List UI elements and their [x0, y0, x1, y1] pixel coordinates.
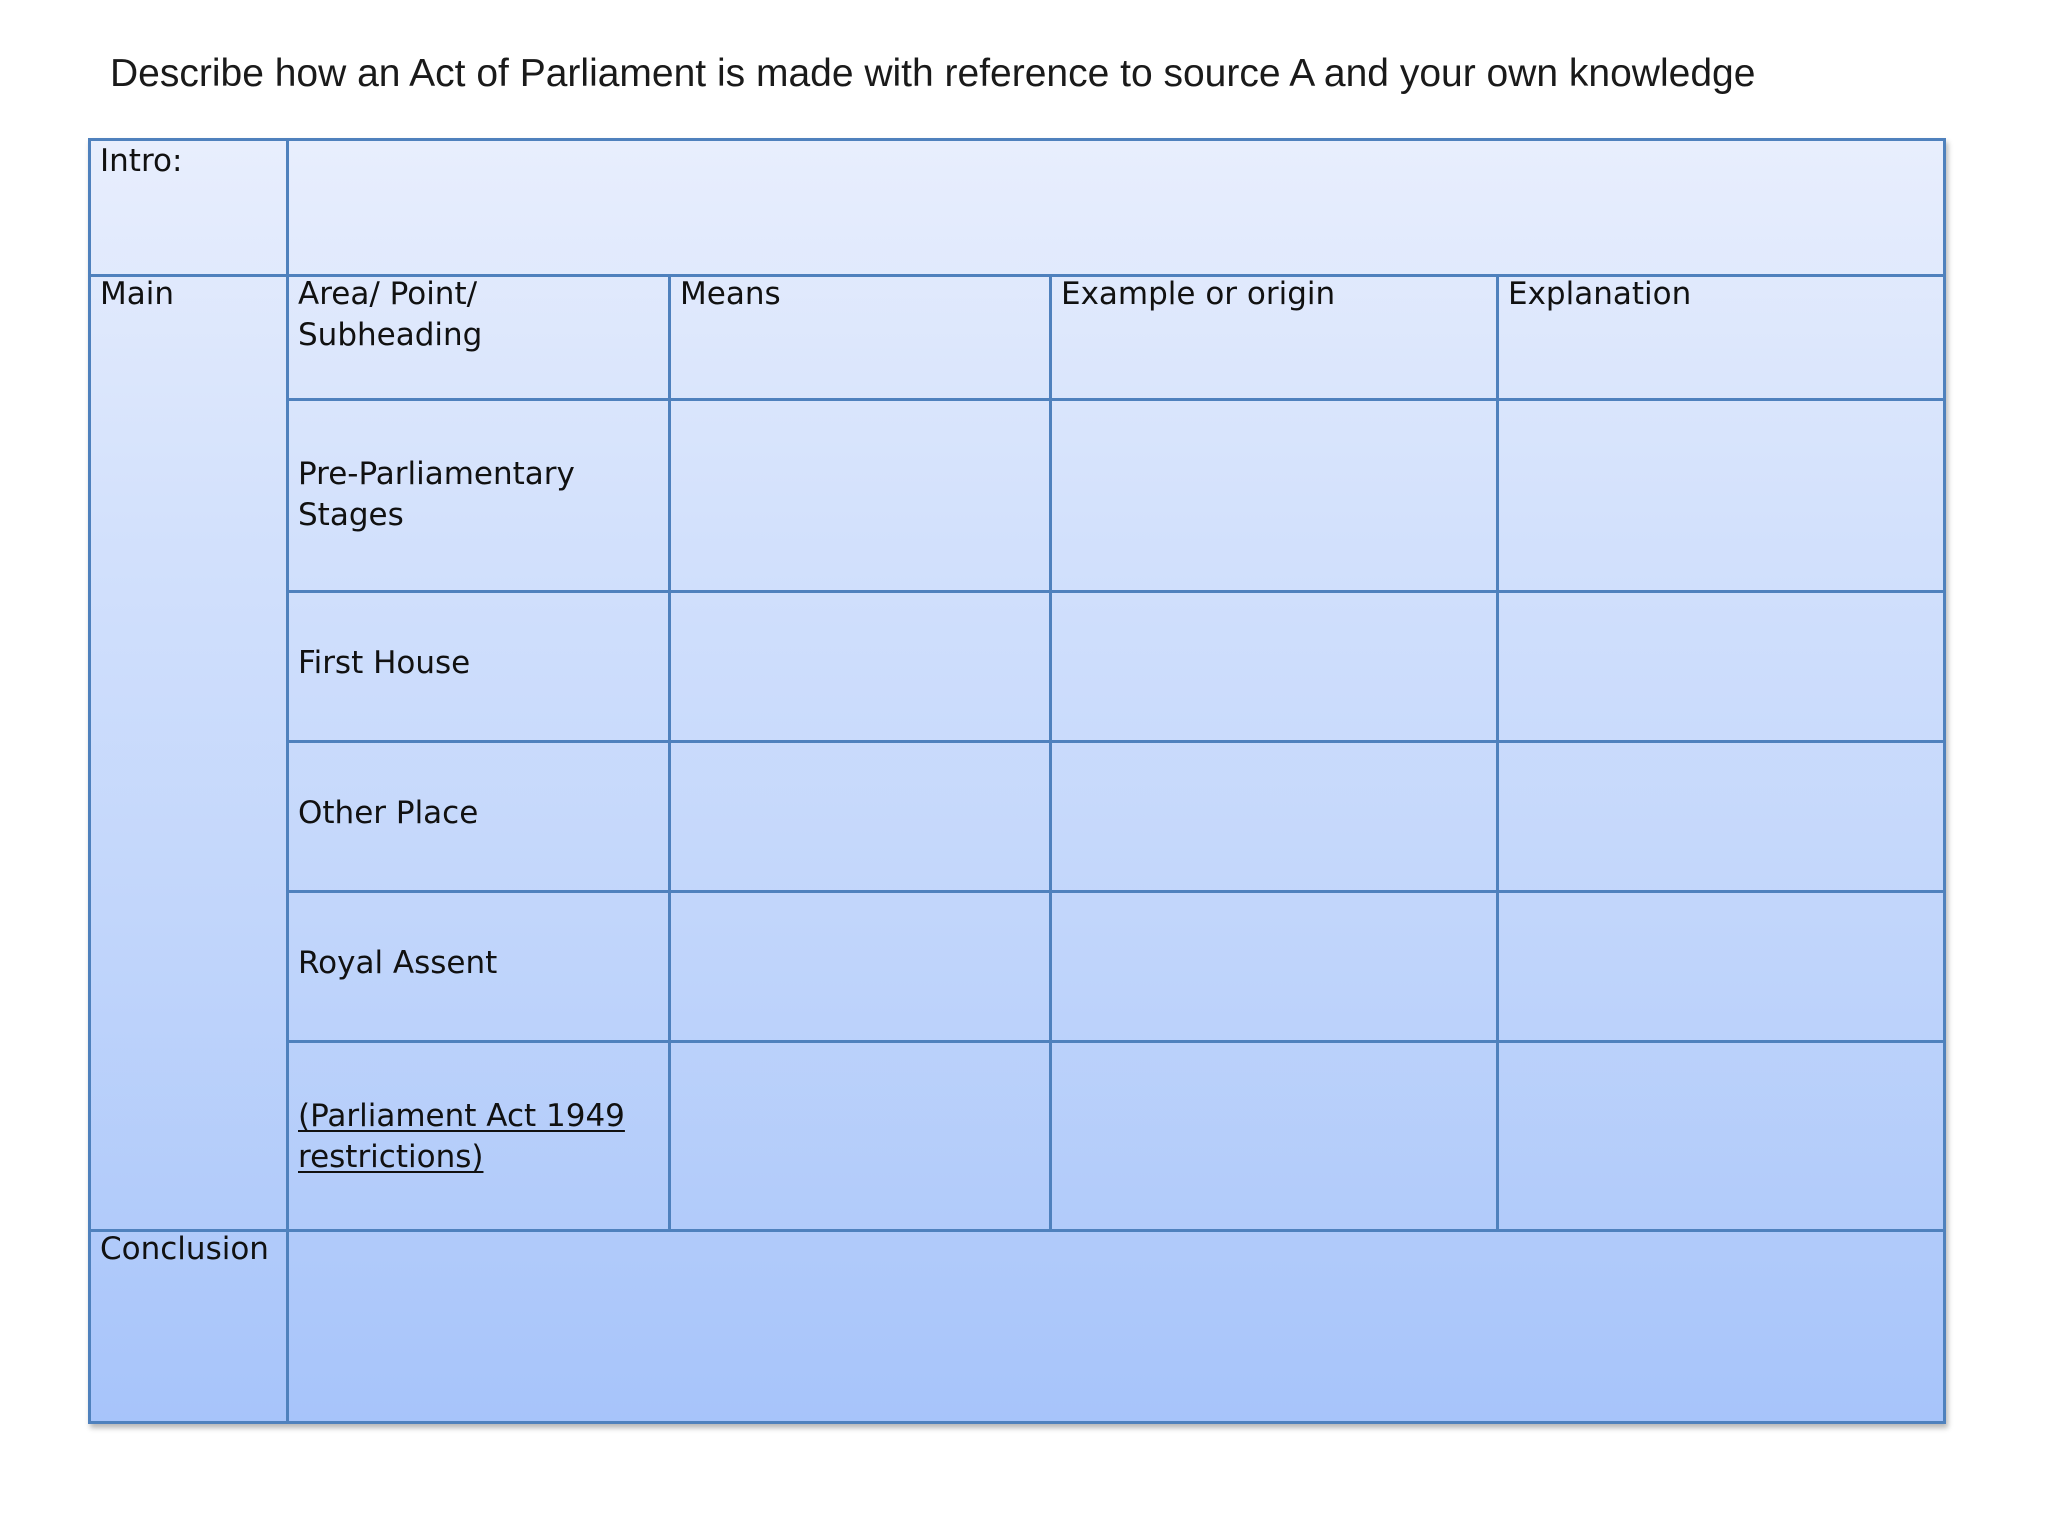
- divider-area-means: [668, 274, 671, 1229]
- header-means: Means: [680, 276, 781, 312]
- stage-first-house: First House: [298, 645, 471, 681]
- page-title: Describe how an Act of Parliament is made with reference to source A and your own knowledge: [110, 52, 1756, 95]
- divider-stage-3: [286, 890, 1943, 893]
- stage-parliament-act-line-1: (Parliament Act 1949: [298, 1098, 625, 1134]
- stage-other-place: Other Place: [298, 795, 479, 831]
- stage-parliament-act-line-2: restrictions): [298, 1139, 484, 1175]
- header-explanation: Explanation: [1508, 276, 1692, 312]
- header-area-line-2: Subheading: [298, 317, 483, 353]
- essay-plan-table: [88, 138, 1946, 1424]
- divider-stage-4: [286, 1040, 1943, 1043]
- stage-pre-parliamentary: [298, 454, 575, 536]
- stage-parliament-act-1949: [298, 1096, 625, 1178]
- stage-pre-parliamentary-line-2: Stages: [298, 497, 404, 533]
- divider-header-row: [286, 398, 1943, 401]
- divider-stage-2: [286, 740, 1943, 743]
- main-label: Main: [100, 276, 175, 312]
- header-example: Example or origin: [1061, 276, 1336, 312]
- stage-royal-assent: Royal Assent: [298, 945, 498, 981]
- stage-pre-parliamentary-line-1: Pre-Parliamentary: [298, 456, 575, 492]
- conclusion-answer-cell[interactable]: [289, 1232, 1943, 1421]
- divider-example-explanation: [1496, 274, 1499, 1229]
- intro-label: Intro:: [100, 143, 183, 179]
- header-area-line-1: Area/ Point/: [298, 276, 478, 312]
- divider-stage-1: [286, 590, 1943, 593]
- intro-answer-cell[interactable]: [289, 141, 1943, 274]
- header-area: [298, 274, 482, 356]
- conclusion-label: Conclusion: [100, 1231, 269, 1267]
- divider-means-example: [1049, 274, 1052, 1229]
